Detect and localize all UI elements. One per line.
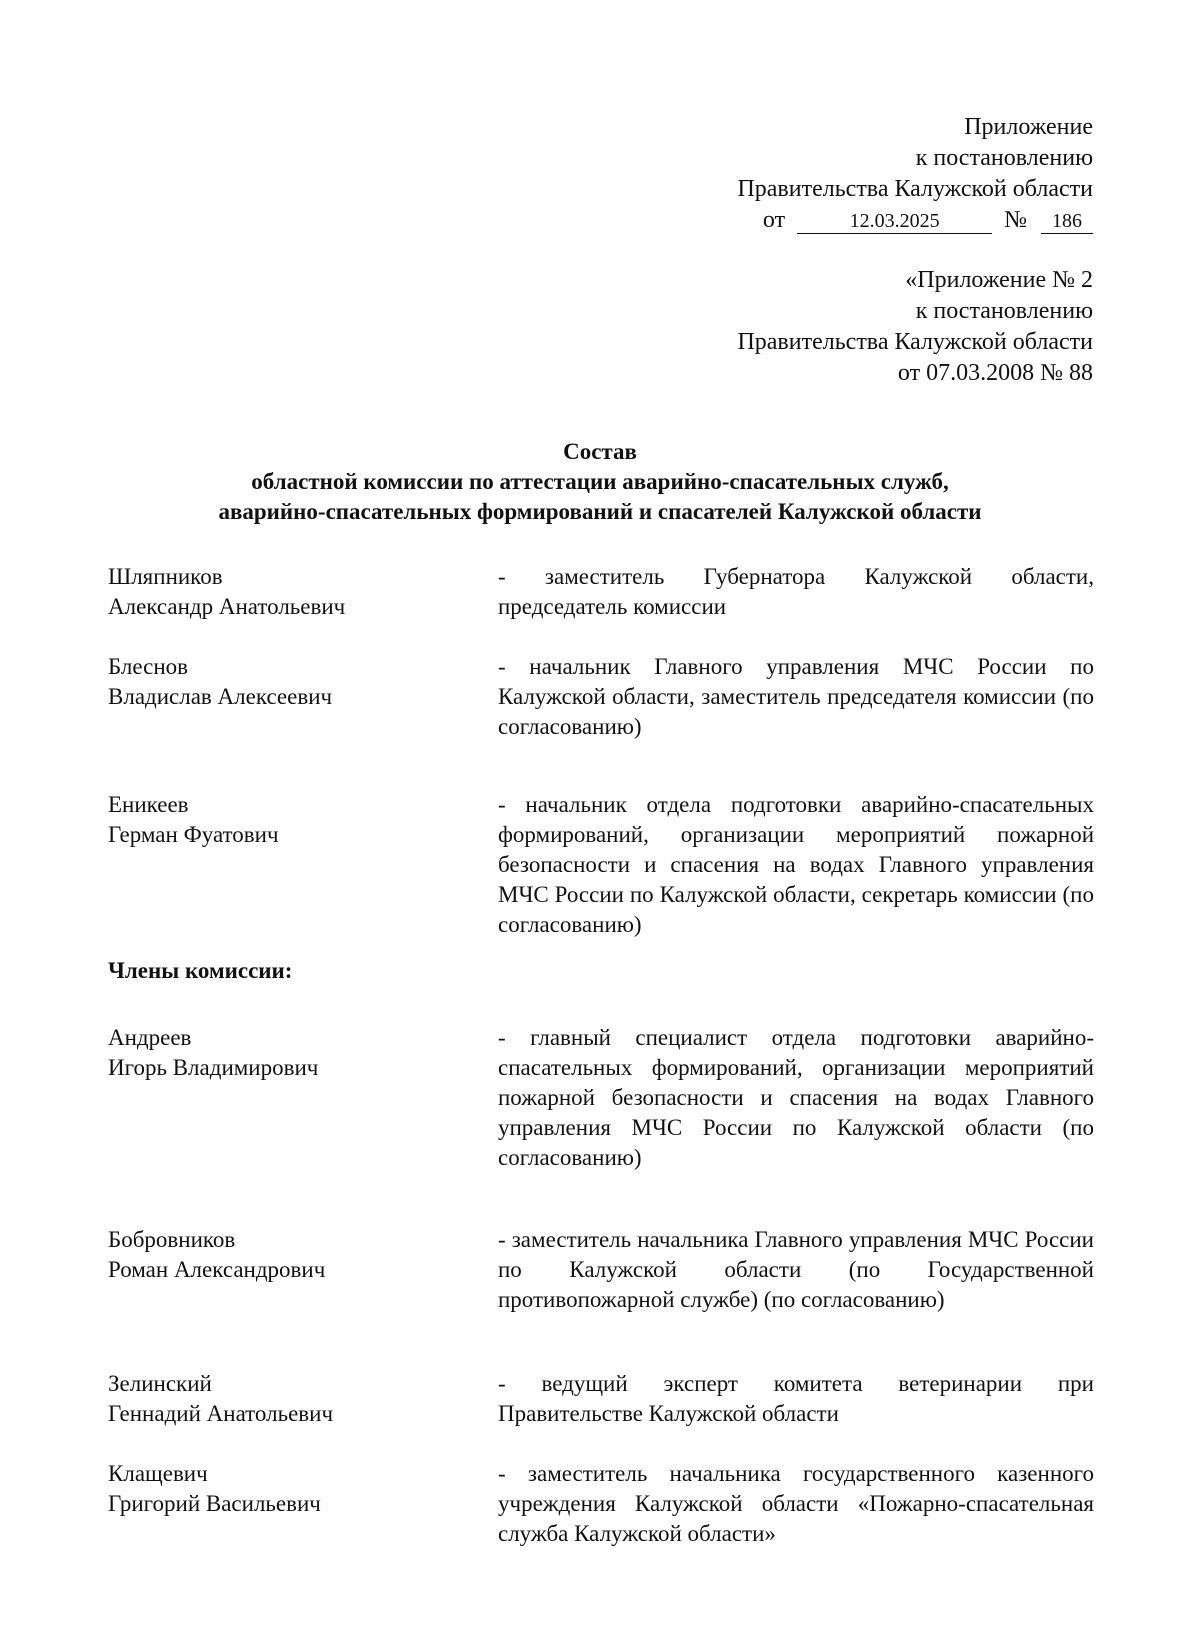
- title-line-2: областной комиссии по аттестации аварийно-спасательных служб,: [251, 469, 949, 494]
- member-name: [108, 1369, 468, 1429]
- appendix-number-field: 186: [1041, 209, 1093, 234]
- member-name: [108, 652, 468, 712]
- member-entry: [108, 790, 1093, 940]
- appendix-subtitle: к постановлению: [915, 145, 1093, 171]
- member-role: - ведущий эксперт комитета ветеринарии при Правительстве Калужской области: [498, 1371, 1094, 1426]
- member-given-name: Григорий Васильевич: [108, 1491, 321, 1516]
- member-name: [108, 1023, 468, 1083]
- member-surname: Бобровников: [108, 1227, 236, 1252]
- members-heading: Члены комиссии:: [108, 958, 293, 983]
- member-entry: [108, 1225, 1093, 1315]
- member-entry: [108, 1369, 1093, 1429]
- appendix-date-field: 12.03.2025: [797, 209, 992, 234]
- member-entry: [108, 1023, 1093, 1173]
- member-entry: [108, 1459, 1093, 1549]
- member-surname: Андреев: [108, 1025, 192, 1050]
- member-given-name: Геннадий Анатольевич: [108, 1401, 334, 1426]
- member-name: [108, 562, 468, 622]
- member-role: - заместитель начальника государственного казенного учреждения Калужской области «Пожарно-спасательная служба Калужской области»: [498, 1461, 1094, 1546]
- original-appendix-subtitle: к постановлению: [915, 298, 1093, 324]
- member-entry: [108, 562, 1093, 622]
- member-given-name: Герман Фуатович: [108, 822, 279, 847]
- member-surname: Клащевич: [108, 1461, 208, 1486]
- member-role: - начальник Главного управления МЧС России по Калужской области, заместитель председателя комиссии (по согласованию): [498, 654, 1094, 739]
- member-surname: Шляпников: [108, 564, 223, 589]
- member-surname: Блеснов: [108, 654, 189, 679]
- member-given-name: Александр Анатольевич: [108, 594, 346, 619]
- member-role: - начальник отдела подготовки аварийно-спасательных формирований, организации мероприятий пожарной безопасности и спасения на водах Главного управления МЧС России по Калужской области, секретарь комиссии (по согласованию): [498, 792, 1094, 937]
- title-line-1: Состав: [563, 439, 637, 464]
- original-appendix-date: от 07.03.2008 № 88: [897, 360, 1093, 386]
- original-appendix-title: «Приложение № 2: [905, 267, 1093, 293]
- appendix-header: [737, 112, 1093, 236]
- member-given-name: Владислав Алексеевич: [108, 684, 333, 709]
- document-title: [0, 437, 1200, 527]
- member-entry: [108, 652, 1093, 742]
- member-surname: Еникеев: [108, 792, 189, 817]
- original-appendix-issuer: Правительства Калужской области: [737, 329, 1093, 355]
- commission-composition: [108, 562, 1093, 1549]
- date-from-label: от: [762, 207, 786, 233]
- member-given-name: Роман Александрович: [108, 1257, 326, 1282]
- appendix-title: Приложение: [964, 114, 1093, 140]
- member-name: [108, 1225, 468, 1285]
- member-role: - главный специалист отдела подготовки аварийно-спасательных формирований, организации мероприятий пожарной безопасности и спасения на водах Главного управления МЧС России по Калужской области (по согласованию): [498, 1025, 1094, 1170]
- member-name: [108, 790, 468, 850]
- member-given-name: Игорь Владимирович: [108, 1055, 319, 1080]
- number-label: №: [1004, 207, 1027, 233]
- title-line-3: аварийно-спасательных формирований и спасателей Калужской области: [218, 499, 982, 524]
- appendix-issuer: Правительства Калужской области: [737, 176, 1093, 202]
- member-role: - заместитель Губернатора Калужской области, председатель комиссии: [498, 564, 1094, 619]
- original-appendix-reference: [737, 265, 1093, 389]
- appendix-date-line: [763, 205, 1093, 236]
- member-surname: Зелинский: [108, 1371, 212, 1396]
- member-name: [108, 1459, 468, 1519]
- member-role: - заместитель начальника Главного управления МЧС России по Калужской области (по Государственной противопожарной службе) (по согласованию): [498, 1227, 1094, 1312]
